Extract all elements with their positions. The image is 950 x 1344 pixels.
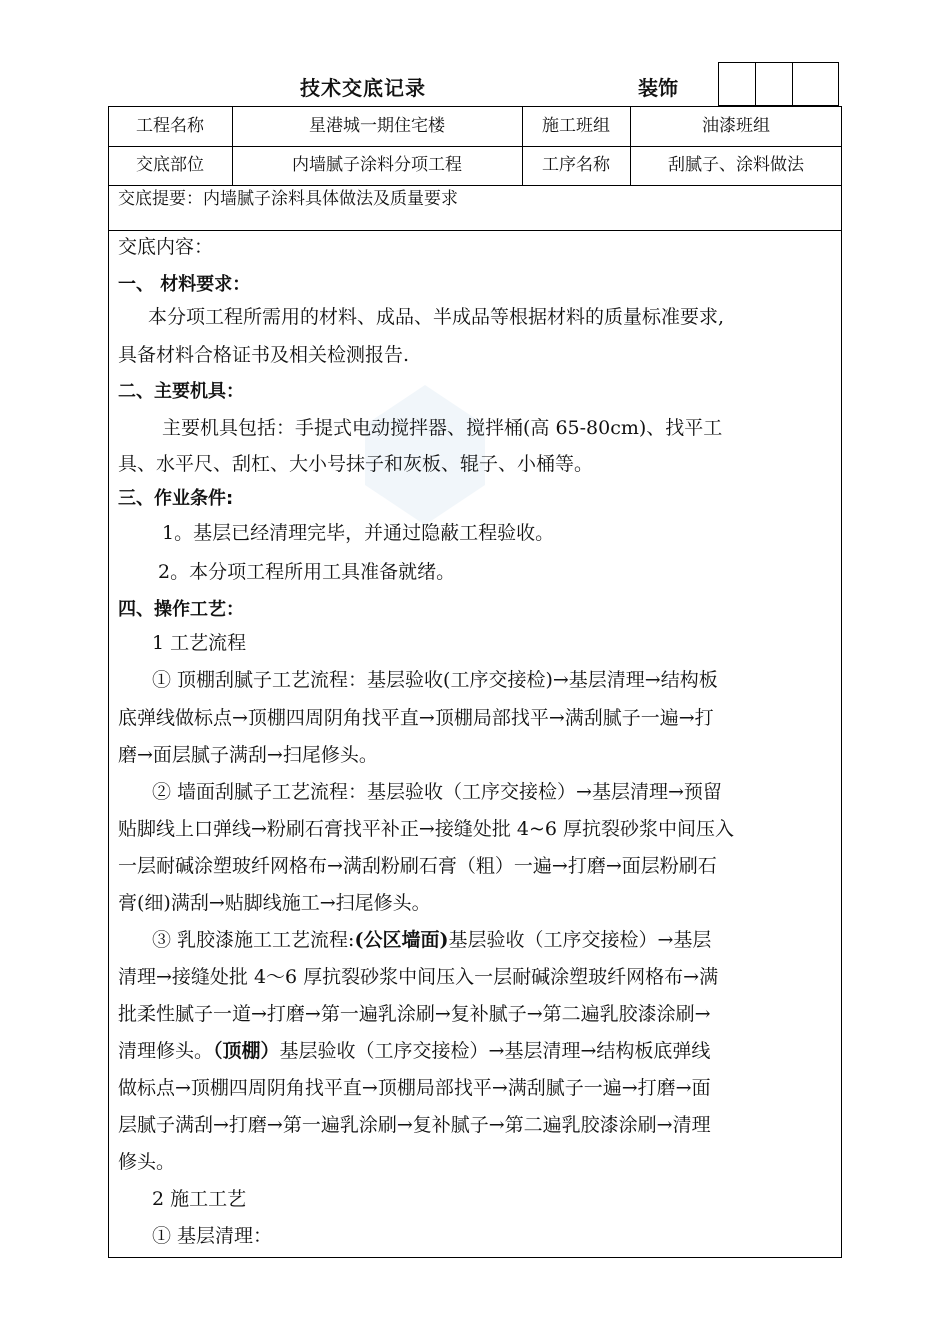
content-heading: 交底内容： <box>118 236 214 258</box>
paragraph-line: 修头。 <box>118 1151 176 1173</box>
section-3-heading: 三、作业条件: <box>118 488 234 509</box>
project-name-value: 星港城一期住宅楼 <box>309 116 445 136</box>
signature-box <box>755 62 792 106</box>
paragraph-line: ① 基层清理： <box>152 1225 273 1247</box>
paragraph-line: 主要机具包括：手提式电动搅拌器、搅拌桶(高 65-80cm)、找平工 <box>162 417 723 439</box>
document-title: 技术交底记录 <box>300 76 426 100</box>
paragraph-line: 膏(细)满刮→贴脚线施工→扫尾修头。 <box>118 892 431 914</box>
paragraph-line: 磨→面层腻子满刮→扫尾修头。 <box>118 744 378 766</box>
paragraph-line: 具、水平尺、刮杠、大小号抹子和灰板、辊子、小桶等。 <box>118 453 594 475</box>
paragraph-text: 清理修头。 <box>118 1040 214 1062</box>
paragraph-line: 1。基层已经清理完毕，并通过隐蔽工程验收。 <box>162 522 555 544</box>
category-label: 装饰 <box>638 76 678 100</box>
paragraph-line <box>152 927 711 953</box>
location-label: 交底部位 <box>136 155 204 175</box>
paragraph-line: 做标点→顶棚四周阴角找平直→顶棚局部找平→满刮腻子一遍→打磨→面 <box>118 1077 711 1099</box>
signature-boxes <box>718 62 839 106</box>
summary-text: 交底提要：内墙腻子涂料具体做法及质量要求 <box>118 189 458 209</box>
paragraph-line: 清理→接缝处批 4～6 厚抗裂砂浆中间压入一层耐碱涂塑玻纤网格布→满 <box>118 966 719 988</box>
subsection-heading: 2 施工工艺 <box>152 1188 247 1210</box>
paragraph-line: 本分项工程所需用的材料、成品、半成品等根据材料的质量标准要求, <box>148 306 725 328</box>
paragraph-line: ② 墙面刮腻子工艺流程：基层验收（工序交接检）→基层清理→预留 <box>152 781 722 803</box>
section-1-heading: 一、 材料要求： <box>118 274 251 295</box>
section-2-heading: 二、主要机具： <box>118 381 244 402</box>
bold-note: （顶棚） <box>213 1040 280 1062</box>
signature-box <box>718 62 755 106</box>
paragraph-line: 层腻子满刮→打磨→第一遍乳涂刷→复补腻子→第二遍乳胶漆涂刷→清理 <box>118 1114 711 1136</box>
paragraph-text: 基层验收（工序交接检）→基层清理→结构板底弹线 <box>279 1040 711 1062</box>
signature-box <box>792 62 839 106</box>
paragraph-line: 批柔性腻子一道→打磨→第一遍乳涂刷→复补腻子→第二遍乳胶漆涂刷→ <box>118 1003 711 1025</box>
table-row-divider <box>108 230 842 231</box>
paragraph-text: ③ 乳胶漆施工工艺流程: <box>152 929 355 951</box>
section-4-heading: 四、操作工艺： <box>118 599 244 620</box>
process-label: 工序名称 <box>542 155 610 175</box>
project-name-label: 工程名称 <box>136 116 204 136</box>
paragraph-line <box>118 1038 710 1064</box>
process-value: 刮腻子、涂料做法 <box>668 155 804 175</box>
paragraph-line: 具备材料合格证书及相关检测报告. <box>118 344 410 366</box>
paragraph-line: 底弹线做标点→顶棚四周阴角找平直→顶棚局部找平→满刮腻子一遍→打 <box>118 707 714 729</box>
paragraph-line: 贴脚线上口弹线→粉刷石膏找平补正→接缝处批 4~6 厚抗裂砂浆中间压入 <box>118 818 735 840</box>
paragraph-line: 2。本分项工程所用工具准备就绪。 <box>158 561 456 583</box>
bold-note: (公区墙面) <box>354 929 449 951</box>
subsection-heading: 1 工艺流程 <box>152 632 247 654</box>
crew-label: 施工班组 <box>542 116 610 136</box>
paragraph-line: ① 顶棚刮腻子工艺流程：基层验收(工序交接检)→基层清理→结构板 <box>152 669 718 691</box>
crew-value: 油漆班组 <box>702 116 770 136</box>
paragraph-text: 基层验收（工序交接检）→基层 <box>448 929 712 951</box>
paragraph-line: 一层耐碱涂塑玻纤网格布→满刮粉刷石膏（粗）一遍→打磨→面层粉刷石 <box>118 855 717 877</box>
location-value: 内墙腻子涂料分项工程 <box>292 155 462 175</box>
